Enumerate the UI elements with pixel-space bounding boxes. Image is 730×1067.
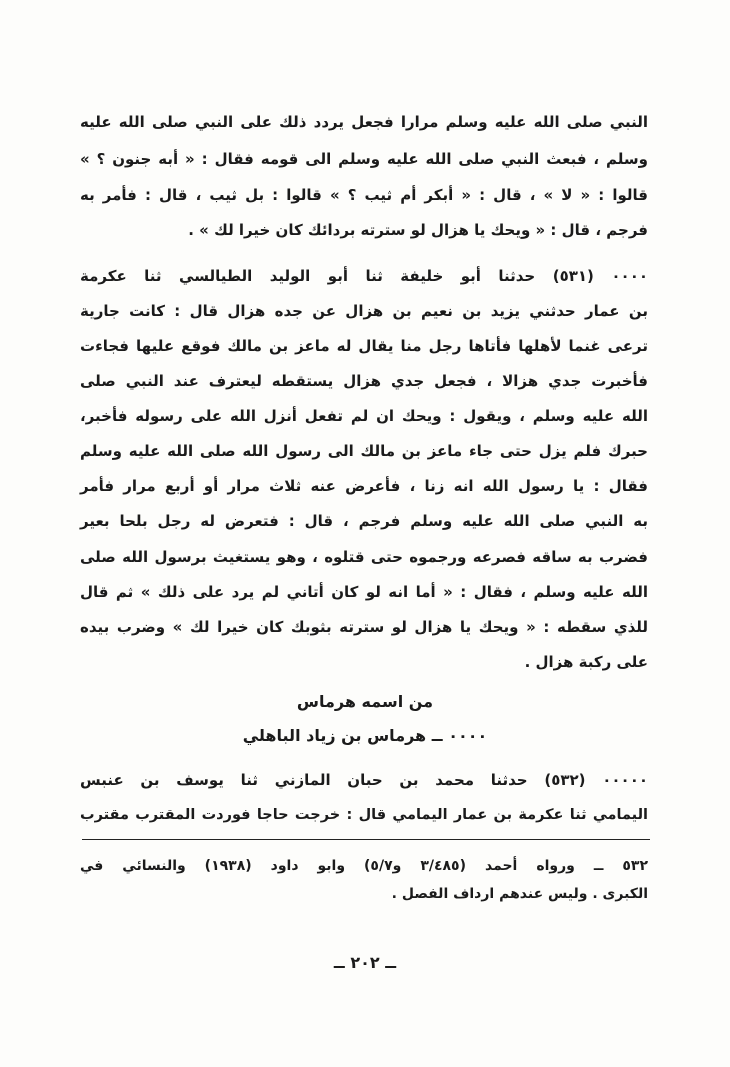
hadith-531-line-11: للذي سقطه : « ويحك يا هزال لو سترته بثوبك كان خيرا لك » وضرب بيده bbox=[80, 618, 648, 636]
hadith-531-line-1: ٠٠٠٠ (٥٣١) حدثنا أبو خليفة ثنا أبو الوليد الطيالسي ثنا عكرمة bbox=[80, 267, 649, 285]
hadith-531-line-6: حبرك فلم يزل حتى جاء ماعز بن مالك الى رسول الله صلى الله عليه وسلم bbox=[80, 442, 648, 460]
hadith-531-line-7: فقال : يا رسول الله انه زنا ، فأعرض عنه ثلاث مرار أو أربع مرار فأمر bbox=[80, 477, 648, 495]
continuation-line-1: النبي صلى الله عليه وسلم مرارا فجعل يردد ذلك على النبي صلى الله عليه bbox=[80, 113, 648, 131]
hadith-531-line-4: فأخبرت جدي هزالا ، فجعل جدي هزال يستقطه ليعترف عند النبي صلى bbox=[80, 372, 648, 390]
hadith-531-line-12: على ركبة هزال . bbox=[524, 653, 648, 671]
hadith-531-line-9: فضرب به ساقه فصرعه ورجموه حتى قتلوه ، وهو يستغيث برسول الله صلى bbox=[80, 548, 648, 566]
continuation-line-4: فرجم ، قال : « ويحك يا هزال لو سترته بردائك كان خيرا لك » . bbox=[188, 221, 648, 239]
hadith-531-line-5: الله عليه وسلم ، ويقول : ويحك ان لم تفعل أنزل الله على رسوله فأخبر، bbox=[80, 407, 648, 425]
hadith-531-line-3: ترعى غنما لأهلها فأتاها رجل منا يقال له ماعز بن مالك فوقع عليها فجاءت bbox=[80, 337, 648, 355]
page-number: ــ ٢٠٢ ــ bbox=[333, 953, 397, 972]
continuation-line-2: وسلم ، فبعث النبي صلى الله عليه وسلم الى قومه فقال : « أبه جنون ؟ » bbox=[80, 150, 648, 168]
footnote-line-2: الكبرى . وليس عندهم ارداف الفصل . bbox=[391, 886, 648, 902]
hadith-531-line-2: بن عمار حدثني يزيد بن نعيم بن هزال عن جده هزال قال : كانت جارية bbox=[80, 302, 648, 320]
section-heading: من اسمه هرماس bbox=[296, 692, 434, 711]
hadith-531-line-10: الله عليه وسلم ، فقال : « أما انه لو كان أتاني لم يرد على ذلك » ثم قال bbox=[80, 583, 648, 601]
hadith-532-line-1: ٠٠٠٠٠ (٥٣٢) حدثنا محمد بن حبان المازني ثنا يوسف بن عنبس bbox=[80, 771, 649, 789]
continuation-line-3: قالوا : « لا » ، قال : « أبكر أم ثيب ؟ » قالوا : بل ثيب ، قال : فأمر به bbox=[80, 186, 648, 204]
entry-heading: ٠٠٠٠ ــ هرماس بن زياد الباهلي bbox=[242, 726, 488, 745]
hadith-532-line-2: اليمامي ثنا عكرمة بن عمار اليمامي قال : خرجت حاجا فوردت المقترب مقترب bbox=[80, 807, 648, 823]
footnote-line-1: ٥٣٢ ــ ورواه أحمد (٣/٤٨٥ و٥/٧) وابو داود (١٩٣٨) والنسائي في bbox=[80, 858, 649, 874]
hadith-531-line-8: به النبي صلى الله عليه وسلم فرجم ، قال : فتعرض له رجل بلحا بعير bbox=[80, 512, 648, 530]
footnote-rule bbox=[82, 839, 650, 840]
